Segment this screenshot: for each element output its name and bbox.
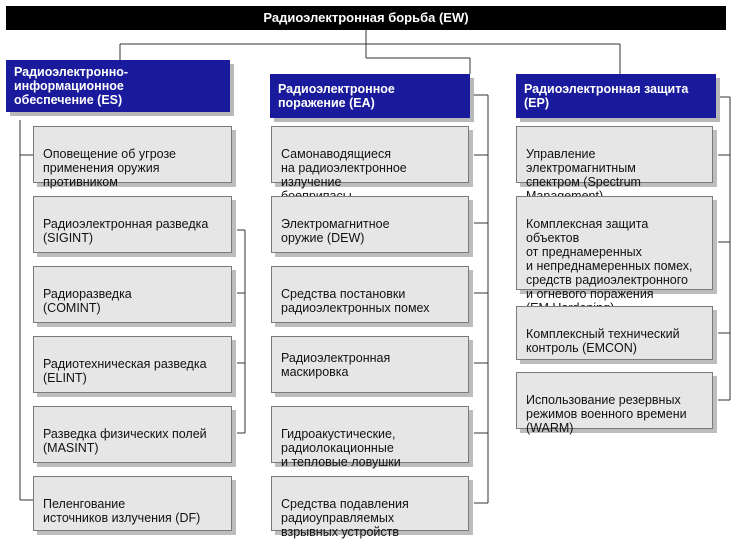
es-item-df bbox=[33, 476, 232, 531]
category-es bbox=[6, 60, 230, 112]
es-item-sigint bbox=[33, 196, 232, 253]
ep-item-em-hardening bbox=[516, 196, 713, 301]
ep-item-spectrum-management bbox=[516, 126, 713, 189]
item-label: Разведка физических полей (MASINT) bbox=[43, 427, 207, 455]
item-label: Пеленгование источников излучения (DF) bbox=[43, 497, 201, 525]
category-es-title: Радиоэлектронно-информационное обеспечение (ES) bbox=[14, 65, 129, 107]
item-label: Радиоразведка (COMINT) bbox=[43, 287, 132, 315]
ea-item-camouflage bbox=[271, 336, 469, 393]
item-label: Гидроакустические, радиолокационные и тепловые ловушки bbox=[281, 427, 401, 469]
item-label: Средства постановки радиоэлектронных помех bbox=[281, 287, 430, 315]
item-label: Управление электромагнитным спектром (Spectrum bbox=[526, 147, 641, 189]
ea-item-jamming bbox=[271, 266, 469, 323]
item-label: Оповещение об угрозе применения оружия противником bbox=[43, 147, 177, 189]
ea-item-ied-jammers bbox=[271, 476, 469, 539]
item-label: Радиотехническая разведка (ELINT) bbox=[43, 357, 207, 385]
item-label: Радиоэлектронная маскировка bbox=[281, 350, 391, 379]
category-ep bbox=[516, 74, 716, 118]
es-item-comint bbox=[33, 266, 232, 323]
ea-item-decoys bbox=[271, 406, 469, 469]
root-title: Радиоэлектронная борьба (EW) bbox=[263, 10, 469, 25]
ep-item-warm bbox=[516, 372, 713, 435]
item-label: Комплексный технический контроль (EMCON) bbox=[526, 327, 680, 355]
root-node bbox=[6, 6, 726, 30]
es-item-elint bbox=[33, 336, 232, 393]
ep-item-emcon bbox=[516, 306, 713, 360]
item-label: Самонаводящиеся на радиоэлектронное излучение bbox=[281, 147, 407, 189]
es-item-threat-warning bbox=[33, 126, 232, 189]
ea-item-homing-munitions bbox=[271, 126, 469, 189]
category-ea bbox=[270, 74, 470, 118]
item-label: Электромагнитное оружие (DEW) bbox=[281, 217, 390, 245]
category-ea-title: Радиоэлектронное поражение (EA) bbox=[278, 82, 395, 110]
item-label: Комплексная защита объектов от преднамеренных и непреднамеренных помех, средств радиоэлектронного и огневого поражения bbox=[526, 217, 693, 301]
ea-item-dew bbox=[271, 196, 469, 253]
item-label: Использование резервных режимов военного времени (WARM) bbox=[526, 393, 687, 435]
item-label: Средства подавления радиоуправляемых взрывных устройств bbox=[281, 497, 409, 539]
es-item-masint bbox=[33, 406, 232, 463]
item-label: Радиоэлектронная разведка (SIGINT) bbox=[43, 217, 209, 245]
category-ep-title: Радиоэлектронная защита (EP) bbox=[524, 82, 689, 110]
